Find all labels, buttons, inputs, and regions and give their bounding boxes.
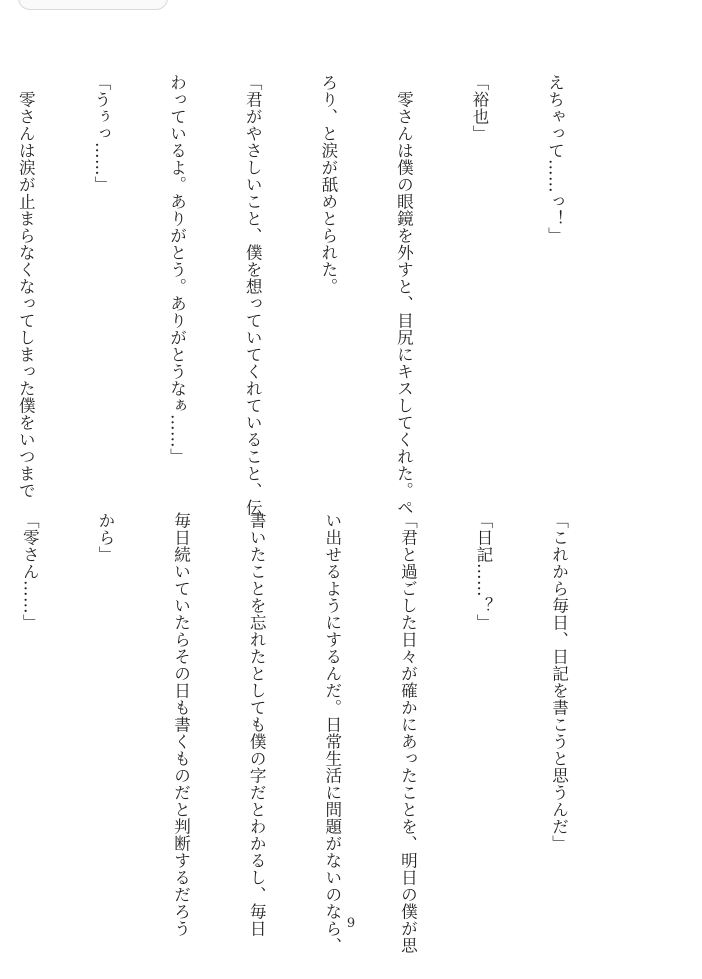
text-line: 「君がやさしいこと、僕を想っていてくれていること、伝 bbox=[243, 74, 263, 516]
text-line: 零さんは涙が止まらなくなってしまった僕をいつまで bbox=[16, 74, 36, 499]
text-line: 毎日続いていたらその日も書くものだと判断するだろう bbox=[171, 512, 191, 937]
text-line: 「君と過ごした日々が確かにあったことを、明日の僕が思 bbox=[398, 512, 418, 954]
page-number: 9 bbox=[346, 916, 356, 931]
top-tab-edge bbox=[18, 0, 168, 10]
text-line: 「零さん……」 bbox=[20, 512, 40, 631]
text-line: ろり、と涙が舐めとられた。 bbox=[318, 74, 338, 295]
text-line: 「これから毎日、日記を書こうと思うんだ」 bbox=[549, 512, 569, 852]
upper-text-block bbox=[16, 74, 618, 516]
text-line: 「日記……？」 bbox=[473, 512, 493, 631]
text-line: から」 bbox=[95, 512, 115, 563]
text-line: わっているよ。ありがとう。ありがとうなぁ……」 bbox=[167, 74, 187, 465]
text-line: 「裕也」 bbox=[469, 74, 489, 142]
text-line: えちゃって……っ！」 bbox=[545, 74, 565, 244]
text-line: 書いたことを忘れたとしても僕の字だとわかるし、毎日 bbox=[247, 512, 267, 937]
text-line: 「うぅっ……」 bbox=[91, 74, 111, 193]
text-line: 零さんは僕の眼鏡を外すと、目尻にキスしてくれた。ペ bbox=[394, 74, 414, 516]
text-line: い出せるようにするんだ。日常生活に問題がないのなら、 bbox=[322, 512, 342, 954]
lower-text-block bbox=[20, 512, 622, 954]
